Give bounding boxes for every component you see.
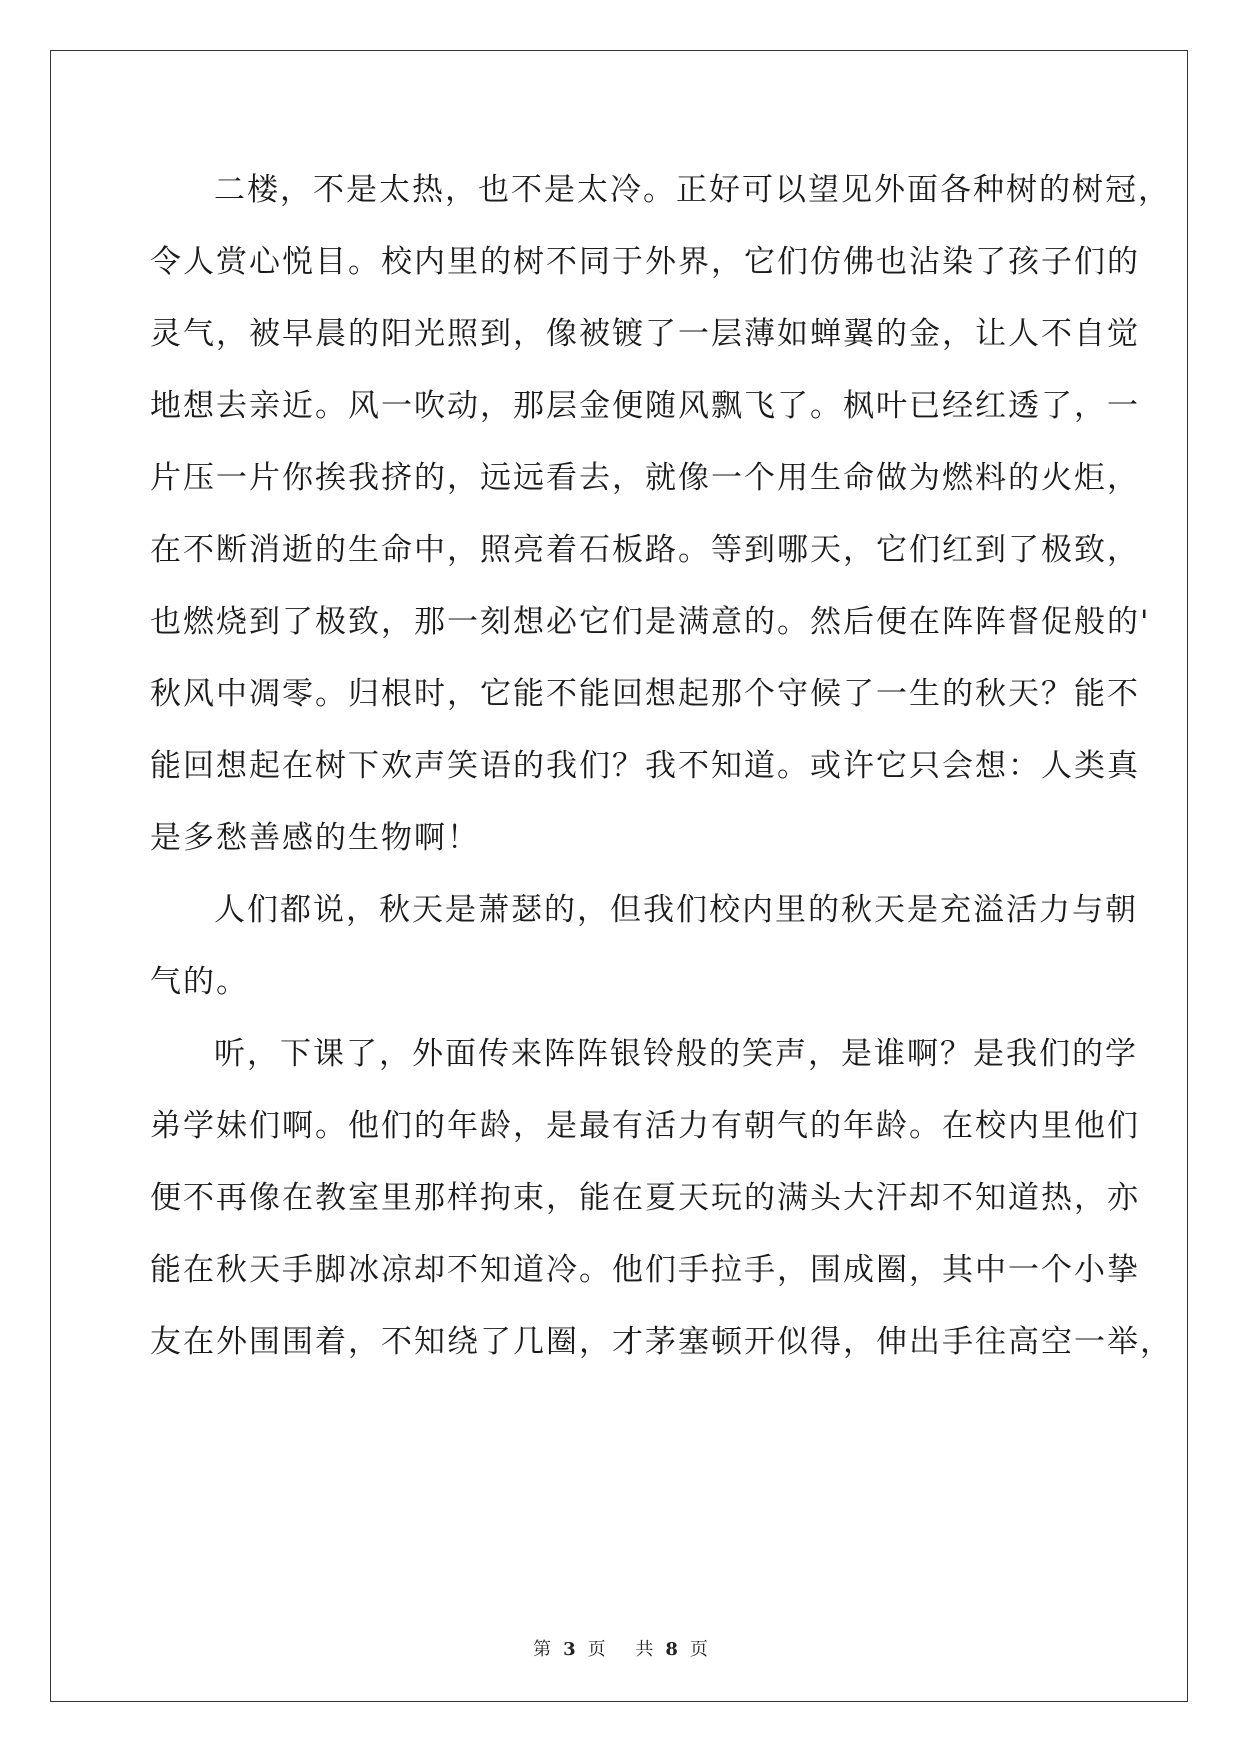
paragraph-1-line-5: 片压一片你挨我挤的，远远看去，就像一个用生命做为燃料的火炬，: [150, 460, 1140, 496]
paragraph-3-line-1: 听，下课了，外面传来阵阵银铃般的笑声，是谁啊？是我们的学: [214, 1036, 1138, 1072]
paragraph-1-line-1: 二楼，不是太热，也不是太冷。正好可以望见外面各种树的树冠，: [214, 172, 1171, 208]
total-pages-indicator: [629, 1639, 714, 1660]
paragraph-2-line-2: 气的。: [150, 964, 249, 1000]
paragraph-2-line-1: 人们都说，秋天是萧瑟的，但我们校内里的秋天是充溢活力与朝: [214, 892, 1138, 928]
page-border: [50, 50, 1188, 1702]
total-suffix: 页: [689, 1639, 708, 1660]
paragraph-3-line-4: 能在秋天手脚冰凉却不知道冷。他们手拉手，围成圈，其中一个小挚: [150, 1252, 1140, 1288]
page-footer: [0, 1638, 1241, 1662]
paragraph-1-line-8: 秋风中凋零。归根时，它能不能回想起那个守候了一生的秋天？能不: [150, 676, 1140, 712]
paragraph-1-line-3: 灵气，被早晨的阳光照到，像被镀了一层薄如蝉翼的金，让人不自觉: [150, 316, 1140, 352]
paragraph-3-line-2: 弟学妹们啊。他们的年龄，是最有活力有朝气的年龄。在校内里他们: [150, 1108, 1140, 1144]
page-suffix: 页: [587, 1639, 606, 1660]
paragraph-1-line-2: 令人赏心悦目。校内里的树不同于外界，它们仿佛也沾染了孩子们的: [150, 244, 1140, 280]
page-indicator: [527, 1639, 612, 1660]
paragraph-1-line-4: 地想去亲近。风一吹动，那层金便随风飘飞了。枫叶已经红透了，一: [150, 388, 1140, 424]
paragraph-1-line-10: 是多愁善感的生物啊！: [150, 820, 480, 856]
total-pages: 8: [665, 1639, 678, 1660]
total-prefix: 共: [635, 1639, 654, 1660]
page-prefix: 第: [533, 1639, 552, 1660]
page-number: 3: [563, 1639, 576, 1660]
paragraph-1-line-9: 能回想起在树下欢声笑语的我们？我不知道。或许它只会想：人类真: [150, 748, 1140, 784]
paragraph-3-line-5: 友在外围围着，不知绕了几圈，才茅塞顿开似得，伸出手往高空一举，: [150, 1324, 1173, 1360]
paragraph-3-line-3: 便不再像在教室里那样拘束，能在夏天玩的满头大汗却不知道热，亦: [150, 1180, 1140, 1216]
paragraph-1-line-7: 也燃烧到了极致，那一刻想必它们是满意的。然后便在阵阵督促般的': [150, 604, 1151, 640]
paragraph-1-line-6: 在不断消逝的生命中，照亮着石板路。等到哪天，它们红到了极致，: [150, 532, 1140, 568]
